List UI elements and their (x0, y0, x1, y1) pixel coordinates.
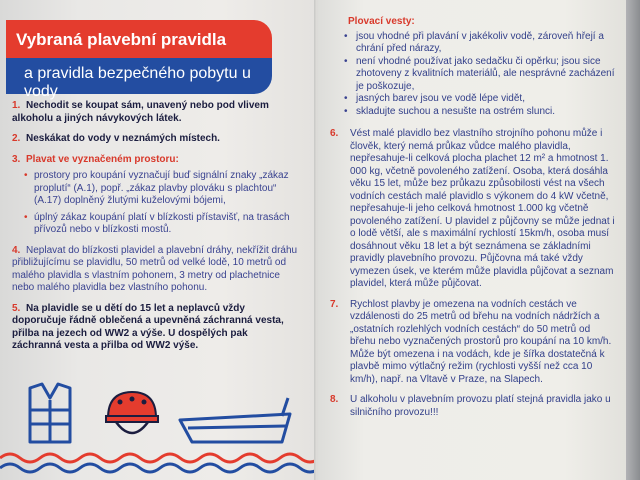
right-page (318, 0, 626, 480)
rule-4: 4. Neplavat do blízkosti plavidel a plavební dráhy, nekřížit dráhu přibližujícímu se plavidlu, 50 metrů od velké lodě, 10 metrů od malého plavidla s vlastním pohonem, 3 metry od plachetnice nebo malého plavidla bez vlastního pohonu. (12, 244, 298, 293)
vest-bullet: • jsou vhodné při plavání v jakékoliv vodě, zároveň hřejí a chrání před nárazy, (334, 31, 616, 56)
page-title: Vybraná plavební pravidla (16, 30, 227, 49)
vest-heading: Plovací vesty: (348, 16, 415, 27)
helmet-icon (106, 392, 158, 433)
rule-6: 6. Vést malé plavidlo bez vlastního strojního pohonu může i člověk, který nemá průkaz vůdce malého plavidla, nepřesahuje-li celková plocha plachet 12 m² a hmotnost 1. 000 kg, včetně povoleného zatížení. Osoba, která dosáhla věku 15 let, může bez průkazu způsobilosti vést na všech vodních cestách malé plavidlo s výkonem do 4 kW včetně, nepřesahuje-li jeho celková hmotnost 1.000 kg včetně povoleného zatížení. U plavidel z půjčovny se může jednat i o lodě větší, ale s maximální rychlostí 15km/h, osoba musí dosáhnout věku 18 let a být seznámena se základními pravidly plavebního provozu. Půjčovna má také vždy vymezen úsek, ve kterém může plavidla půjčovat a seznam plavidel, která může půjčovat. (330, 128, 615, 289)
rule-7: 7. Rychlost plavby je omezena na vodních cestách ve vzdálenosti do 25 metrů od břehu na vodních nádržích a „ostatních rozlehlých vodních cestách“ do 50 metrů od břehu nebo vyznačených prostorů pro koupání na 10 km/h. Může být omezena i na vodách, kde je šířka dostatečná k plavbě mimo výtlačný režim (rychlosti vyšší než cca 10 km/h), např. na Vltavě v Praze, na Slapech. (330, 298, 612, 385)
rule-8: 8. U alkoholu v plavebním provozu platí stejná pravidla jako u silničního provozu!!! (330, 394, 611, 418)
vest-bullet: • skladujte suchou a nesušte na ostrém slunci. (334, 106, 616, 119)
page-subtitle: a pravidla bezpečného pobytu u vody (24, 65, 251, 100)
background-edge (626, 0, 640, 480)
vest-bullet: • jasných barev jsou ve vodě lépe vidět, (334, 93, 616, 106)
canoe-icon (180, 398, 290, 442)
left-page (0, 0, 316, 480)
life-vest-icon (30, 384, 70, 442)
rule-3: 3. Plavat ve vyznačeném prostoru: • prostory pro koupání vyznačují buď signální znaky „zákaz proplutí“ (A.1), popř. „zákaz plavby plováku s plachtou“ (A.17) doplněný žlutými kuželovými bójemi, • úplný zákaz koupání platí v blízkosti přístavišť, na trasách přívozů nebo v blízkosti mostů. (12, 154, 298, 237)
rule-2: 2. Neskákat do vody v neznámých místech. (12, 133, 220, 144)
subtitle-banner-blue (6, 58, 272, 100)
right-rules (330, 16, 616, 427)
rule-3-bullet: • úplný zákaz koupání platí v blízkosti přístavišť, na trasách přívozů nebo v blízkosti mostů. (12, 212, 298, 237)
rule-3-bullet: • prostory pro koupání vyznačují buď signální znaky „zákaz proplutí“ (A.1), popř. „zákaz plavby plováku s plachtou“ (A.17) doplněný žlutými kuželovými bójemi, (12, 170, 298, 208)
vest-bullet: • není vhodné používat jako sedačku či opěrku; jsou sice zhotoveny z kvalitních materiálů, ale nesprávné zacházení je poškozuje, (334, 56, 616, 94)
title-banner-red (6, 20, 272, 60)
wave-decoration (0, 448, 316, 474)
rule-1: 1. Nechodit se koupat sám, unavený nebo pod vlivem alkoholu a jiných návykových látek. (12, 100, 269, 124)
rule-5: 5. Na plavidle se u dětí do 15 let a neplavců vždy doporučuje řádně oblečená a upevněná záchranná vesta, přilba na jezech od WW2 a výše. U dospělých pak záchranná vesta a přilba od WW2 výše. (12, 302, 284, 351)
left-rules (12, 100, 298, 361)
safety-icons (20, 380, 300, 450)
